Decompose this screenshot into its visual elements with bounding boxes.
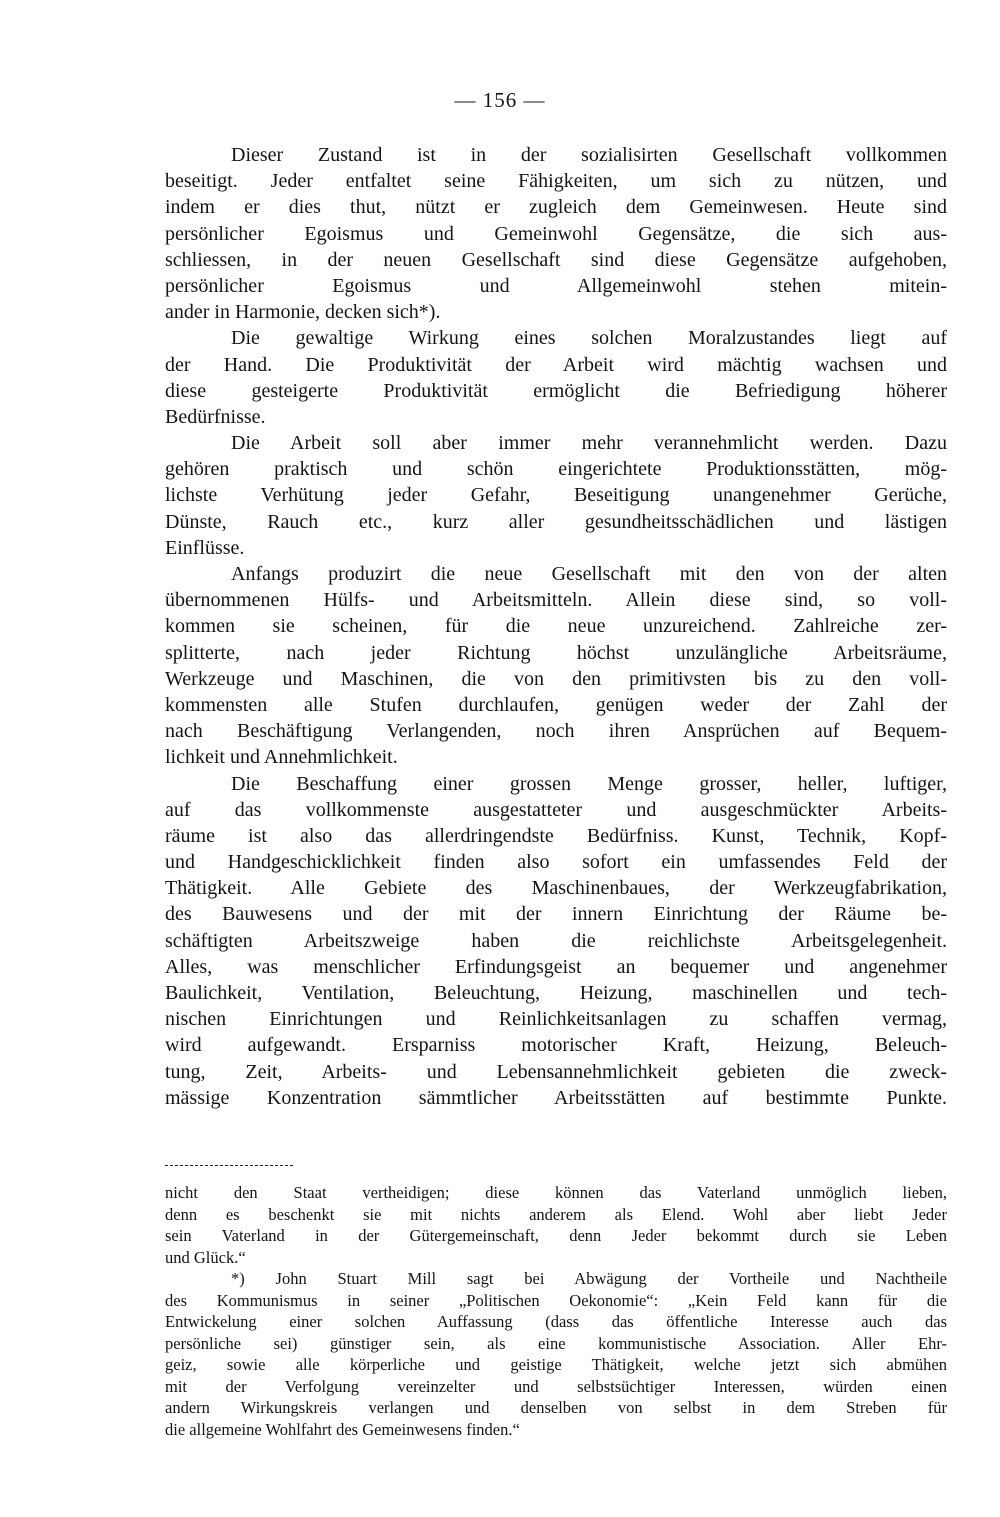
footnote-line: geiz, sowie alle körperliche und geistige Thätigkeit, welche jetzt sich abmühen <box>165 1355 947 1374</box>
text-line: splitterte, nach jeder Richtung höchst unzulängliche Arbeitsräume, <box>165 641 947 664</box>
footnote-line: des Kommunismus in seiner „Politischen Oekonomie“: „Kein Feld kann für die <box>165 1290 947 1310</box>
footnotes <box>165 1182 947 1440</box>
footnote-line: *) John Stuart Mill sagt bei Abwägung der Vortheile und Nachtheile <box>231 1269 947 1288</box>
footnote-line: sein Vaterland in der Gütergemeinschaft, denn Jeder bekommt durch sie Leben <box>165 1226 947 1245</box>
text-line: nach Beschäftigung Verlangenden, noch ihren Ansprüchen auf Bequem- <box>165 720 947 743</box>
text-line: persönlicher Egoismus und Allgemeinwohl stehen mitein- <box>165 274 947 297</box>
text-line: räume ist also das allerdringendste Bedürfniss. Kunst, Technik, Kopf- <box>165 824 947 847</box>
text-line: kommensten alle Stufen durchlaufen, genügen weder der Zahl der <box>165 693 947 716</box>
text-line: indem er dies thut, nützt er zugleich dem Gemeinwesen. Heute sind <box>165 196 947 219</box>
text-line: übernommenen Hülfs- und Arbeitsmitteln. Allein diese sind, so voll- <box>165 589 947 612</box>
text-line: wird aufgewandt. Ersparniss motorischer Kraft, Heizung, Beleuch- <box>165 1034 947 1057</box>
footnote-line: persönliche sei) günstiger sein, als eine kommunistische Association. Aller Ehr- <box>165 1333 947 1353</box>
text-line: kommen sie scheinen, für die neue unzureichend. Zahlreiche zer- <box>165 615 947 638</box>
text-line: Die Beschaffung einer grossen Menge grosser, heller, luftiger, <box>231 772 947 795</box>
text-line: persönlicher Egoismus und Gemeinwohl Gegensätze, die sich aus- <box>165 222 947 245</box>
footnote-line: und Glück.“ <box>165 1247 246 1267</box>
text-line: Anfangs produzirt die neue Gesellschaft mit den von der alten <box>231 563 947 585</box>
text-line: Alles, was menschlicher Erfindungsgeist an bequemer und angenehmer <box>165 955 947 978</box>
main-text <box>165 142 947 1111</box>
text-line: Bedürfnisse. <box>165 405 266 428</box>
text-line: mässige Konzentration sämmtlicher Arbeitsstätten auf bestimmte Punkte. <box>165 1086 947 1109</box>
text-line: schäftigten Arbeitszweige haben die reichlichste Arbeitsgelegenheit. <box>165 929 947 952</box>
text-line: Einflüsse. <box>165 536 245 559</box>
footnote-line: Entwickelung einer solchen Auffassung (dass das öffentliche Interesse auch das <box>165 1312 947 1331</box>
text-line: nischen Einrichtungen und Reinlichkeitsanlagen zu schaffen vermag, <box>165 1008 947 1031</box>
text-line: und Handgeschicklichkeit finden also sofort ein umfassendes Feld der <box>165 851 947 874</box>
text-line: gehören praktisch und schön eingerichtete Produktionsstätten, mög- <box>165 458 947 481</box>
footnote-separator <box>165 1165 293 1166</box>
text-line: Werkzeuge und Maschinen, die von den primitivsten bis zu den voll- <box>165 667 947 690</box>
text-line: Die Arbeit soll aber immer mehr verannehmlicht werden. Dazu <box>231 432 947 455</box>
text-line: Die gewaltige Wirkung eines solchen Moralzustandes liegt auf <box>231 327 947 350</box>
text-line: tung, Zeit, Arbeits- und Lebensannehmlichkeit gebieten die zweck- <box>165 1060 947 1083</box>
footnote-line: mit der Verfolgung vereinzelter und selbstsüchtiger Interessen, würden einen <box>165 1376 947 1396</box>
text-line: lichkeit und Annehmlichkeit. <box>165 746 398 769</box>
text-line: diese gesteigerte Produktivität ermöglicht die Befriedigung höherer <box>165 379 947 402</box>
text-line: Baulichkeit, Ventilation, Beleuchtung, Heizung, maschinellen und tech- <box>165 982 947 1004</box>
footnote-line: nicht den Staat vertheidigen; diese können das Vaterland unmöglich lieben, <box>165 1183 947 1202</box>
text-line: des Bauwesens und der mit der innern Einrichtung der Räume be- <box>165 903 947 926</box>
text-line: der Hand. Die Produktivität der Arbeit wird mächtig wachsen und <box>165 353 947 376</box>
text-line: auf das vollkommenste ausgestatteter und ausgeschmückter Arbeits- <box>165 798 947 821</box>
text-line: schliessen, in der neuen Gesellschaft sind diese Gegensätze aufgehoben, <box>165 248 947 271</box>
text-line: beseitigt. Jeder entfaltet seine Fähigkeiten, um sich zu nützen, und <box>165 170 947 193</box>
text-line: Thätigkeit. Alle Gebiete des Maschinenbaues, der Werkzeugfabrikation, <box>165 877 947 900</box>
footnote-line: andern Wirkungskreis verlangen und denselben von selbst in dem Streben für <box>165 1398 947 1417</box>
text-line: lichste Verhütung jeder Gefahr, Beseitigung unangenehmer Gerüche, <box>165 484 947 507</box>
text-line: ander in Harmonie, decken sich*). <box>165 301 441 324</box>
footnote-line: denn es beschenkt sie mit nichts anderem als Elend. Wohl aber liebt Jeder <box>165 1204 947 1224</box>
text-line: Dieser Zustand ist in der sozialisirten Gesellschaft vollkommen <box>231 144 947 166</box>
text-line: Dünste, Rauch etc., kurz aller gesundheitsschädlichen und lästigen <box>165 510 947 533</box>
footnote-line: die allgemeine Wohlfahrt des Gemeinwesens finden.“ <box>165 1419 520 1439</box>
page-number: — 156 — <box>454 88 546 112</box>
